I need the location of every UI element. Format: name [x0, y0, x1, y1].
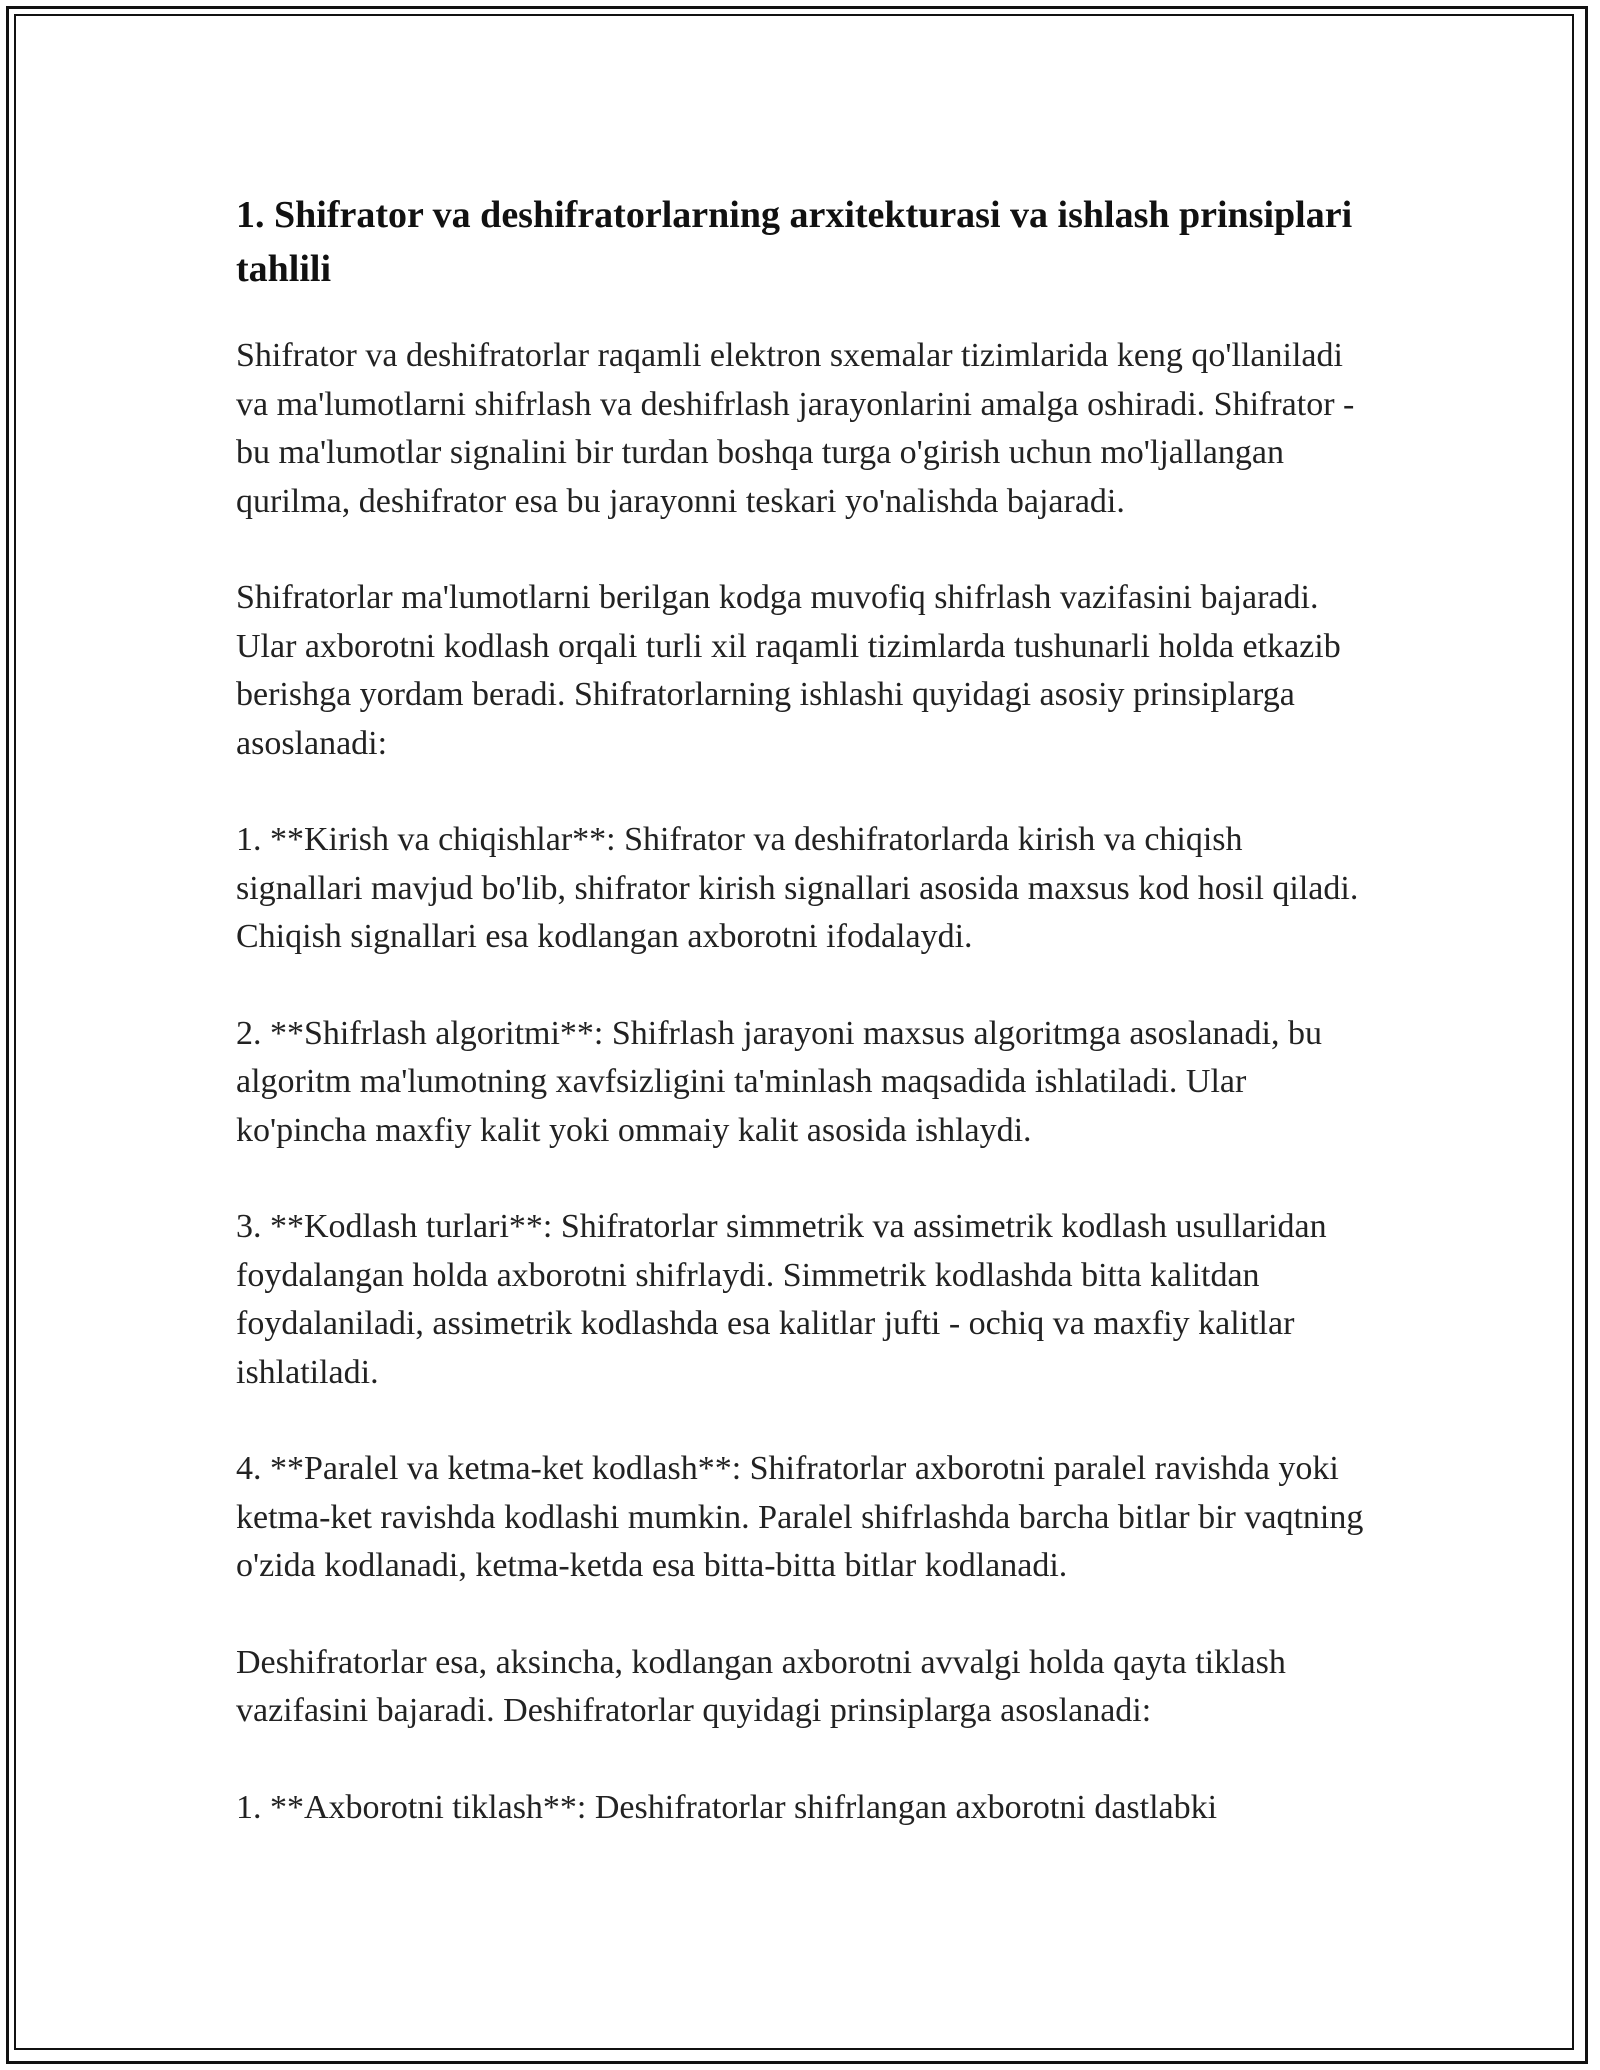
paragraph-intro: Shifrator va deshifratorlar raqamli elektron sxemalar tizimlarida keng qo'llaniladi va ma'lumotlarni shifrlash va deshifrlash jarayonlarini amalga oshiradi. Shifrator - bu ma'lumotlar signalini bir turdan boshqa turga o'girish uchun mo'ljallangan qurilma, deshifrator esa bu jarayonni teskari yo'nalishda bajaradi.: [236, 337, 1355, 520]
section-heading: 1. Shifrator va deshifratorlarning arxitekturasi va ishlash prinsiplari tahlili: [236, 194, 1353, 290]
list-item-kirish-chiqish: 1. **Kirish va chiqishlar**: Shifrator va deshifratorlarda kirish va chiqish signallari mavjud bo'lib, shifrator kirish signallari asosida maxsus kod hosil qiladi. Chiqish signallari esa kodlangan axborotni ifodalaydi.: [236, 821, 1359, 955]
list-item-axborot-tiklash: 1. **Axborotni tiklash**: Deshifratorlar shifrlangan axborotni dastlabki: [236, 1788, 1218, 1826]
list-item-shifrlash-algoritmi: 2. **Shifrlash algoritmi**: Shifrlash jarayoni maxsus algoritmga asoslanadi, bu algoritm ma'lumotning xavfsizligini ta'minlash maqsadida ishlatiladi. Ular ko'pincha maxfiy kalit yoki ommaiy kalit asosida ishlaydi.: [236, 1014, 1322, 1149]
list-item-paralel-kodlash: 4. **Paralel va ketma-ket kodlash**: Shifratorlar axborotni paralel ravishda yoki ketma-ket ravishda kodlashi mumkin. Paralel shifrlashda barcha bitlar bir vaqtning o'zida kodlanadi, ketma-ketda esa bitta-bitta bitlar kodlanadi.: [236, 1450, 1364, 1584]
paragraph-deshifrator-tasks: Deshifratorlar esa, aksincha, kodlangan axborotni avvalgi holda qayta tiklash vazifasini bajaradi. Deshifratorlar quyidagi prinsiplarga asoslanadi:: [236, 1643, 1286, 1729]
paragraph-shifrator-tasks: Shifratorlar ma'lumotlarni berilgan kodga muvofiq shifrlash vazifasini bajaradi. Ular axborotni kodlash orqali turli xil raqamli tizimlarda tushunarli holda etkazib berishga yordam beradi. Shifratorlarning ishlashi quyidagi asosiy prinsiplarga asoslanadi:: [236, 579, 1341, 762]
document-body: [236, 188, 1376, 1880]
list-item-kodlash-turlari: 3. **Kodlash turlari**: Shifratorlar simmetrik va assimetrik kodlash usullaridan foydalangan holda axborotni shifrlaydi. Simmetrik kodlashda bitta kalitdan foydalaniladi, assimetrik kodlashda esa kalitlar jufti - ochiq va maxfiy kalitlar ishlatiladi.: [236, 1208, 1327, 1391]
